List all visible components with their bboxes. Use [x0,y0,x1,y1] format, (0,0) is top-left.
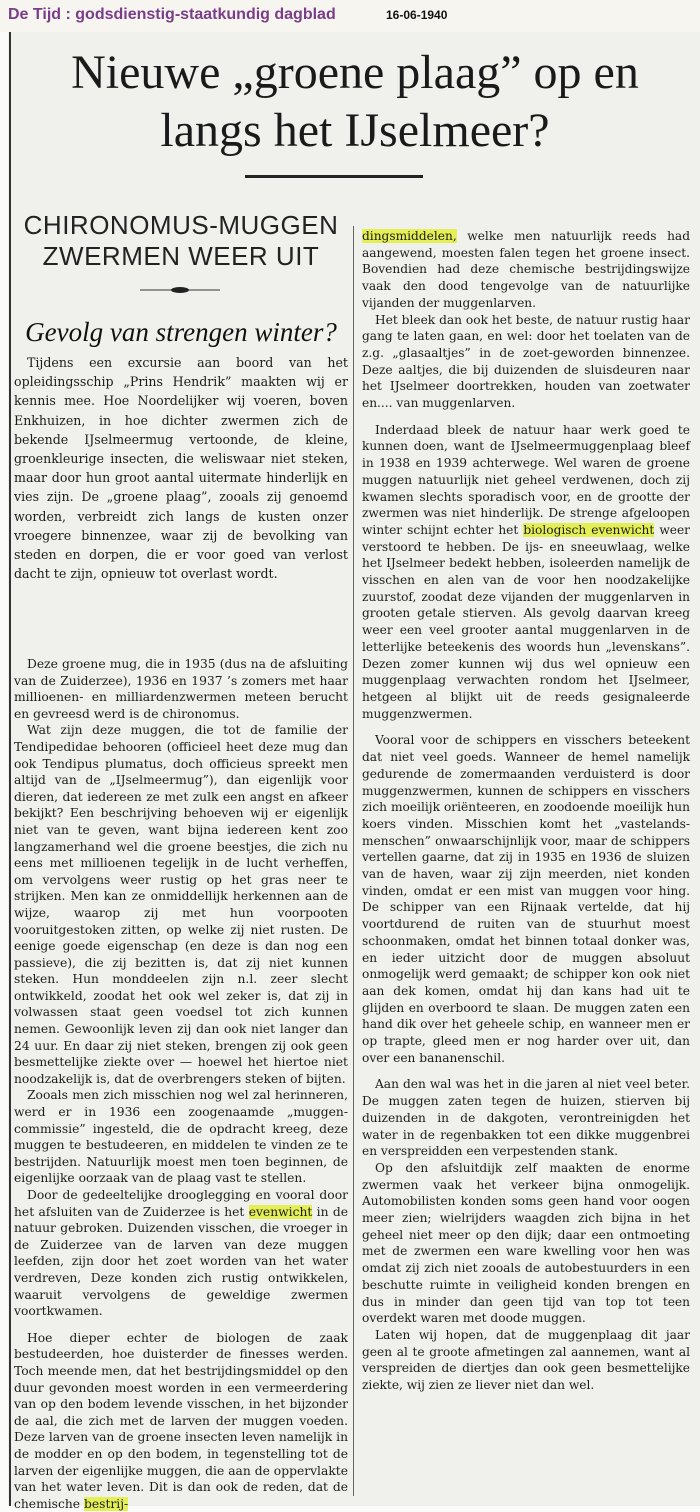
text-run: Door de gedeeltelijke drooglegging en vooral door het afsluiten van de Zuiderzee is het [14,1188,348,1219]
text-run: welke men natuurlijk reeds had aangewend, moesten falen tegen het groene insect. Bovendien had deze chemische bestrijdingswijze vaak den dood tengevolge van de natuurlijke vijanden der muggenlarven. [362,229,690,310]
text-run: in de natuur gebroken. Duizenden visschen, die vroeger in de Zuiderzee van de larven van deze muggen leefden, zijn door het zoet worden van het water verdreven, Deze konden zich rustig ontwikkelen, waaruit vervolgens de geweldige zwermen voortkwamen. [14,1204,348,1319]
subheading-line-2: ZWERMEN WEER UIT [42,241,320,271]
paragraph [14,1330,348,1512]
page-border-rule [9,32,11,1506]
paragraph [362,228,690,312]
newspaper-title[interactable]: De Tijd : godsdienstig-staatkundig dagblad [8,6,336,23]
highlighted-term: biologisch evenwicht [523,522,655,537]
column-right-top [362,228,690,1394]
headline-line-1: Nieuwe „groene plaag” op en [71,46,639,99]
highlighted-term: evenwicht [248,1204,313,1219]
ornament-divider [140,285,220,295]
column-left-intro [14,353,348,583]
paragraph [362,422,690,723]
paragraph: Vooral voor de schippers en visschers beteekent dat niet veel goeds. Wanneer de hemel namelijk gedurende de zomermaanden verduisterd is door muggenzwermen, kunnen de schippers en visschers zich moeilijk oriënteeren, en zoodoende moeilijk hun koers vinden. Misschien komt het „vastelands-menschen” onwaarschijnlijk voor, maar de schippers vertellen gaarne, dat zij in 1935 en 1936 de sluizen van de haven, waar zij zijn meerden, niet konden vinden, omdat er een mist van muggen voor hing. De schipper van een Rijnaak vertelde, dat hij voortdurend de ruiten van de stuurhut moest schoonmaken, omdat het binnen totaal donker was, en ieder uitzicht door de muggen absoluut onmogelijk werd gemaakt; de schipper kon ook niet aan dek komen, omdat hij dan kans had uit te glijden en overboord te slaan. De muggen zaten een hand dik over het geheele schip, en wanneer men er op trapte, gleed men er nog harder over uit, dan over een bananenschil. [362,733,690,1065]
paragraph [14,1187,348,1320]
paragraph: Tijdens een excursie aan boord van het opleidingsschip „Prins Hendrik” maakten wij er kennis mee. Hoe Noordelijker wij voeren, boven Enkhuizen, in hoe dichter zwermen zich de bekende IJselmeermug vertoonde, de kleine, groenkleurige insecten, die weliswaar niet steken, maar door hun groot aantal uitermate hinderlijk en vies zijn. De „groene plaag”, zooals zij genoemd worden, verbreidt zich langs de kusten onzer vroegere binnenzee, waar zij de bevolking van steden en dorpen, die er voor goed van verlost dacht te zijn, opnieuw tot overlast wordt. [14,355,348,582]
column-divider [353,226,354,1496]
paragraph: Aan den wal was het in die jaren al niet veel beter. De muggen zaten tegen de huizen, stierven bij duizenden in de dakgoten, verontreinigden het water in de regenbakken tot een dikke muggenbrei en verspreidden een verpestenden stank. [362,1077,690,1159]
text-run: Inderdaad bleek de natuur haar werk goed te kunnen doen, want de IJselmeermuggenplaag bleef in 1938 en 1939 achterwege. Wel waren de groene muggen natuurlijk niet geheel verdwenen, doch zij kwamen slechts sporadisch voor, en de grootte der zwermen was niet hinderlijk. De strenge afgeloopen winter schijnt echter het [362,422,690,537]
subheading [14,210,348,272]
paragraph: Deze groene mug, die in 1935 (dus na de afsluiting van de Zuiderzee), 1936 en 1937 ’s zomers met haar millioenen- en milliardenzwermen meteen berucht en gevreesd werd is de chironomus. [14,657,348,721]
main-headline [10,44,700,160]
text-run: Hoe dieper echter de biologen de zaak bestudeerden, hoe duisterder de finesses werden. Toch meende men, dat het bestrijdingsmiddel op den duur gevonden moest worden in een vermeerdering van op den bodem levende visschen, in het bijzonder de aal, die zich met de larven der muggen voeden. Deze larven van de groene insecten leven namelijk in de modder en op den bodem, in tegenstelling tot de larven der eigenlijke muggen, die aan de oppervlakte van het water leven. Dit is dan ook de reden, dat de chemische [14,1330,348,1511]
highlighted-term: bestrij- [84,1496,129,1511]
paragraph: Laten wij hopen, dat de muggenplaag dit jaar geen al te groote afmetingen zal aannemen, want al verspreiden de diertjes dan ook geen besmettelijke ziekte, wij zien ze liever niet dan wel. [362,1328,690,1393]
paragraph: Zooals men zich misschien nog wel zal herinneren, werd er in 1936 een zoogenaamde „muggen-commissie” ingesteld, die de opdracht kreeg, deze muggen te bestudeeren, en middelen te vinden ze te bestrijden. Natuurlijk moest men toen beginnen, de eigenlijke oorzaak van de plaag vast te stellen. [14,1088,348,1186]
publication-date: 16-06-1940 [386,8,448,22]
subheading-line-1: CHIRONOMUS-MUGGEN [23,210,339,240]
paragraph: Wat zijn deze muggen, die tot de familie der Tendipedidae behooren (officieel heet deze mug dan ook Tendipus plumatus, doch officieus spreekt men altijd van de „IJselmeermug”), dan eigenlijk voor dieren, dat iedereen ze met zulk een angst en afkeer bekijkt? Een beschrijving behoeven wij er eigenlijk niet van te geven, want bijna iedereen kent zoo langzamerhand wel die groene beestjes, die zich nu eens met millioenen tegelijk in de lucht verheffen, om vervolgens weer rustig op het gras neer te strijken. Men kan ze onmiddellijk herkennen aan de wijze, waarop zij met hun voorpooten vooruitgestoken zitten, op welke zij niet rusten. De eenige goede eigenschap (en deze is dan nog een passieve), die zij bezitten is, dat zij niet kunnen steken. Hun monddeelen zijn n.l. zeer slecht ontwikkeld, zoodat het ook wel zeker is, dat zij in volwassen staat geen voedsel tot zich kunnen nemen. Gewoonlijk leven zij dan ook niet langer dan 24 uur. En daar zij niet steken, brengen zij ook geen besmettelijke ziekte over — hoewel het hiertoe niet noodzakelijk is, dat de overbrengers steken of bijten. [14,723,348,1086]
headline-line-2: langs het IJselmeer? [160,104,550,157]
text-run: weer verstoord te hebben. De ijs- en sneeuwlaag, welke het IJselmeer bedekt hebben, isoleerden namelijk de visschen en alen van de voor hen noodzakelijke zuurstof, zoodat deze vijanden der muggenlarven in grooten getale stierven. Als gevolg daarvan kreeg weer een veel grooter aantal muggenlarven in de letterlijke beteekenis des woords hun „levenskans”. Dezen zomer kunnen wij dus wel opnieuw een muggenplaag verwachten rondom het IJselmeer, hetgeen al blijkt uit de reeds gesignaleerde muggenzwermen. [362,522,690,721]
kicker-heading: Gevolg van strengen winter? [25,317,337,347]
viewer-header [0,0,700,32]
headline-rule [245,175,423,178]
highlighted-term: dingsmiddelen, [362,229,457,243]
paragraph: Het bleek dan ook het beste, de natuur rustig haar gang te laten gaan, en wel: door het toelaten van de z.g. „glasaaltjes” in de zoet-geworden binnenzee. Deze aaltjes, die bij duizenden de sluisdeuren naar het IJselmeer doortrekken, houden van zoetwater en.... van muggenlarven. [362,312,690,411]
column-left-body [14,656,348,1512]
paragraph: Op den afsluitdijk zelf maakten de enorme zwermen vaak het verkeer bijna onmogelijk. Automobilisten konden soms geen hand voor oogen meer zien; wielrijders waagden zich bijna in het geheel niet meer op den dijk; daar een ontmoeting met de zwermen een ware kwelling voor hen was omdat zij zich niet zooals de autobestuurders in een beschutte ruimte in veiligheid konden brengen en dus in minder dan geen tijd van top tot teen overdekt waren met doode muggen. [362,1160,690,1326]
